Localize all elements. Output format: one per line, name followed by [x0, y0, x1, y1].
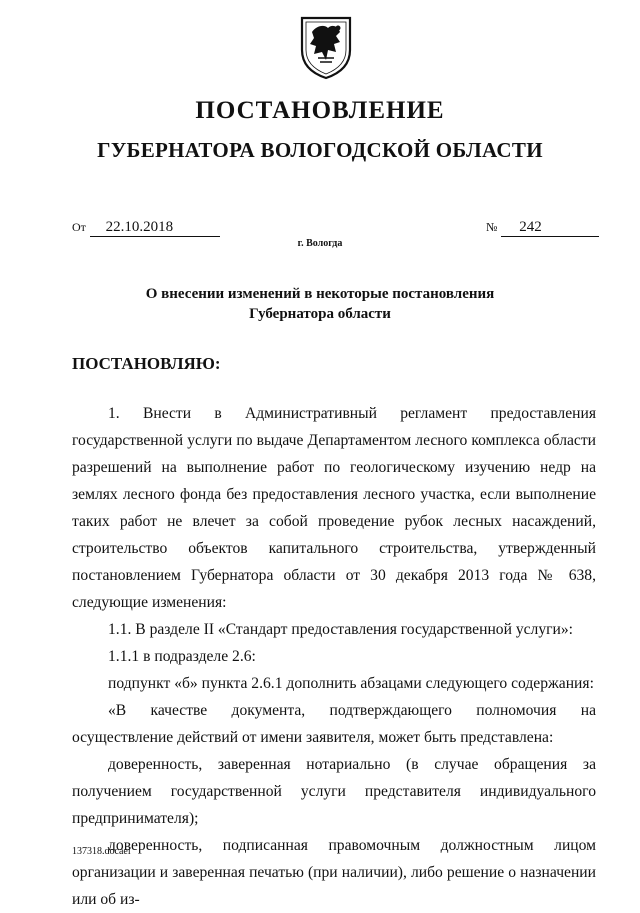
document-city: г. Вологда	[297, 238, 343, 249]
document-body	[72, 400, 596, 913]
paragraph: 1.1.1 в подразделе 2.6:	[108, 648, 256, 665]
document-subject	[0, 284, 640, 324]
document-subtitle: ГУБЕРНАТОРА ВОЛОГОДСКОЙ ОБЛАСТИ	[97, 138, 543, 162]
subject-line-1: О внесении изменений в некоторые постановления	[145, 286, 495, 302]
paragraph: доверенность, заверенная нотариально (в случае обращения за получением государственной услуги представителя индивидуального предпринимателя);	[72, 756, 596, 827]
paragraph: 1. Внести в Административный регламент предоставления государственной услуги по выдаче Департаментом лесного комплекса области разрешений на выполнение работ по геологическому изучению недр на землях лесного фонда без предоставления лесного участка, если выполнение таких работ не влечет за собой проведение рубок лесных насаждений, строительство объектов капитального строительства, утвержденный постановлением Губернатора области от 30 декабря 2013 года № 638, следующие изменения:	[72, 405, 596, 611]
paragraph: доверенность, подписанная правомочным должностным лицом организации и заверенная печатью (при наличии), либо решение о назначении или об из-	[72, 837, 596, 908]
document-date	[72, 219, 220, 237]
paragraph: «В качестве документа, подтверждающего полномочия на осуществление действий от имени заявителя, может быть представлена:	[72, 702, 596, 746]
document-number	[486, 219, 599, 237]
file-code: 137318.docaei	[72, 846, 131, 857]
coat-of-arms-icon	[298, 14, 354, 80]
number-value: 242	[501, 219, 599, 237]
paragraph: подпункт «б» пункта 2.6.1 дополнить абзацами следующего содержания:	[108, 675, 594, 692]
date-label: От	[72, 220, 86, 234]
document-title: ПОСТАНОВЛЕНИЕ	[195, 97, 445, 124]
decree-word: ПОСТАНОВЛЯЮ:	[72, 354, 221, 373]
number-label: №	[486, 220, 498, 234]
paragraph: 1.1. В разделе II «Стандарт предоставления государственной услуги»:	[108, 621, 573, 638]
date-value: 22.10.2018	[90, 219, 220, 237]
subject-line-2: Губернатора области	[249, 306, 391, 322]
